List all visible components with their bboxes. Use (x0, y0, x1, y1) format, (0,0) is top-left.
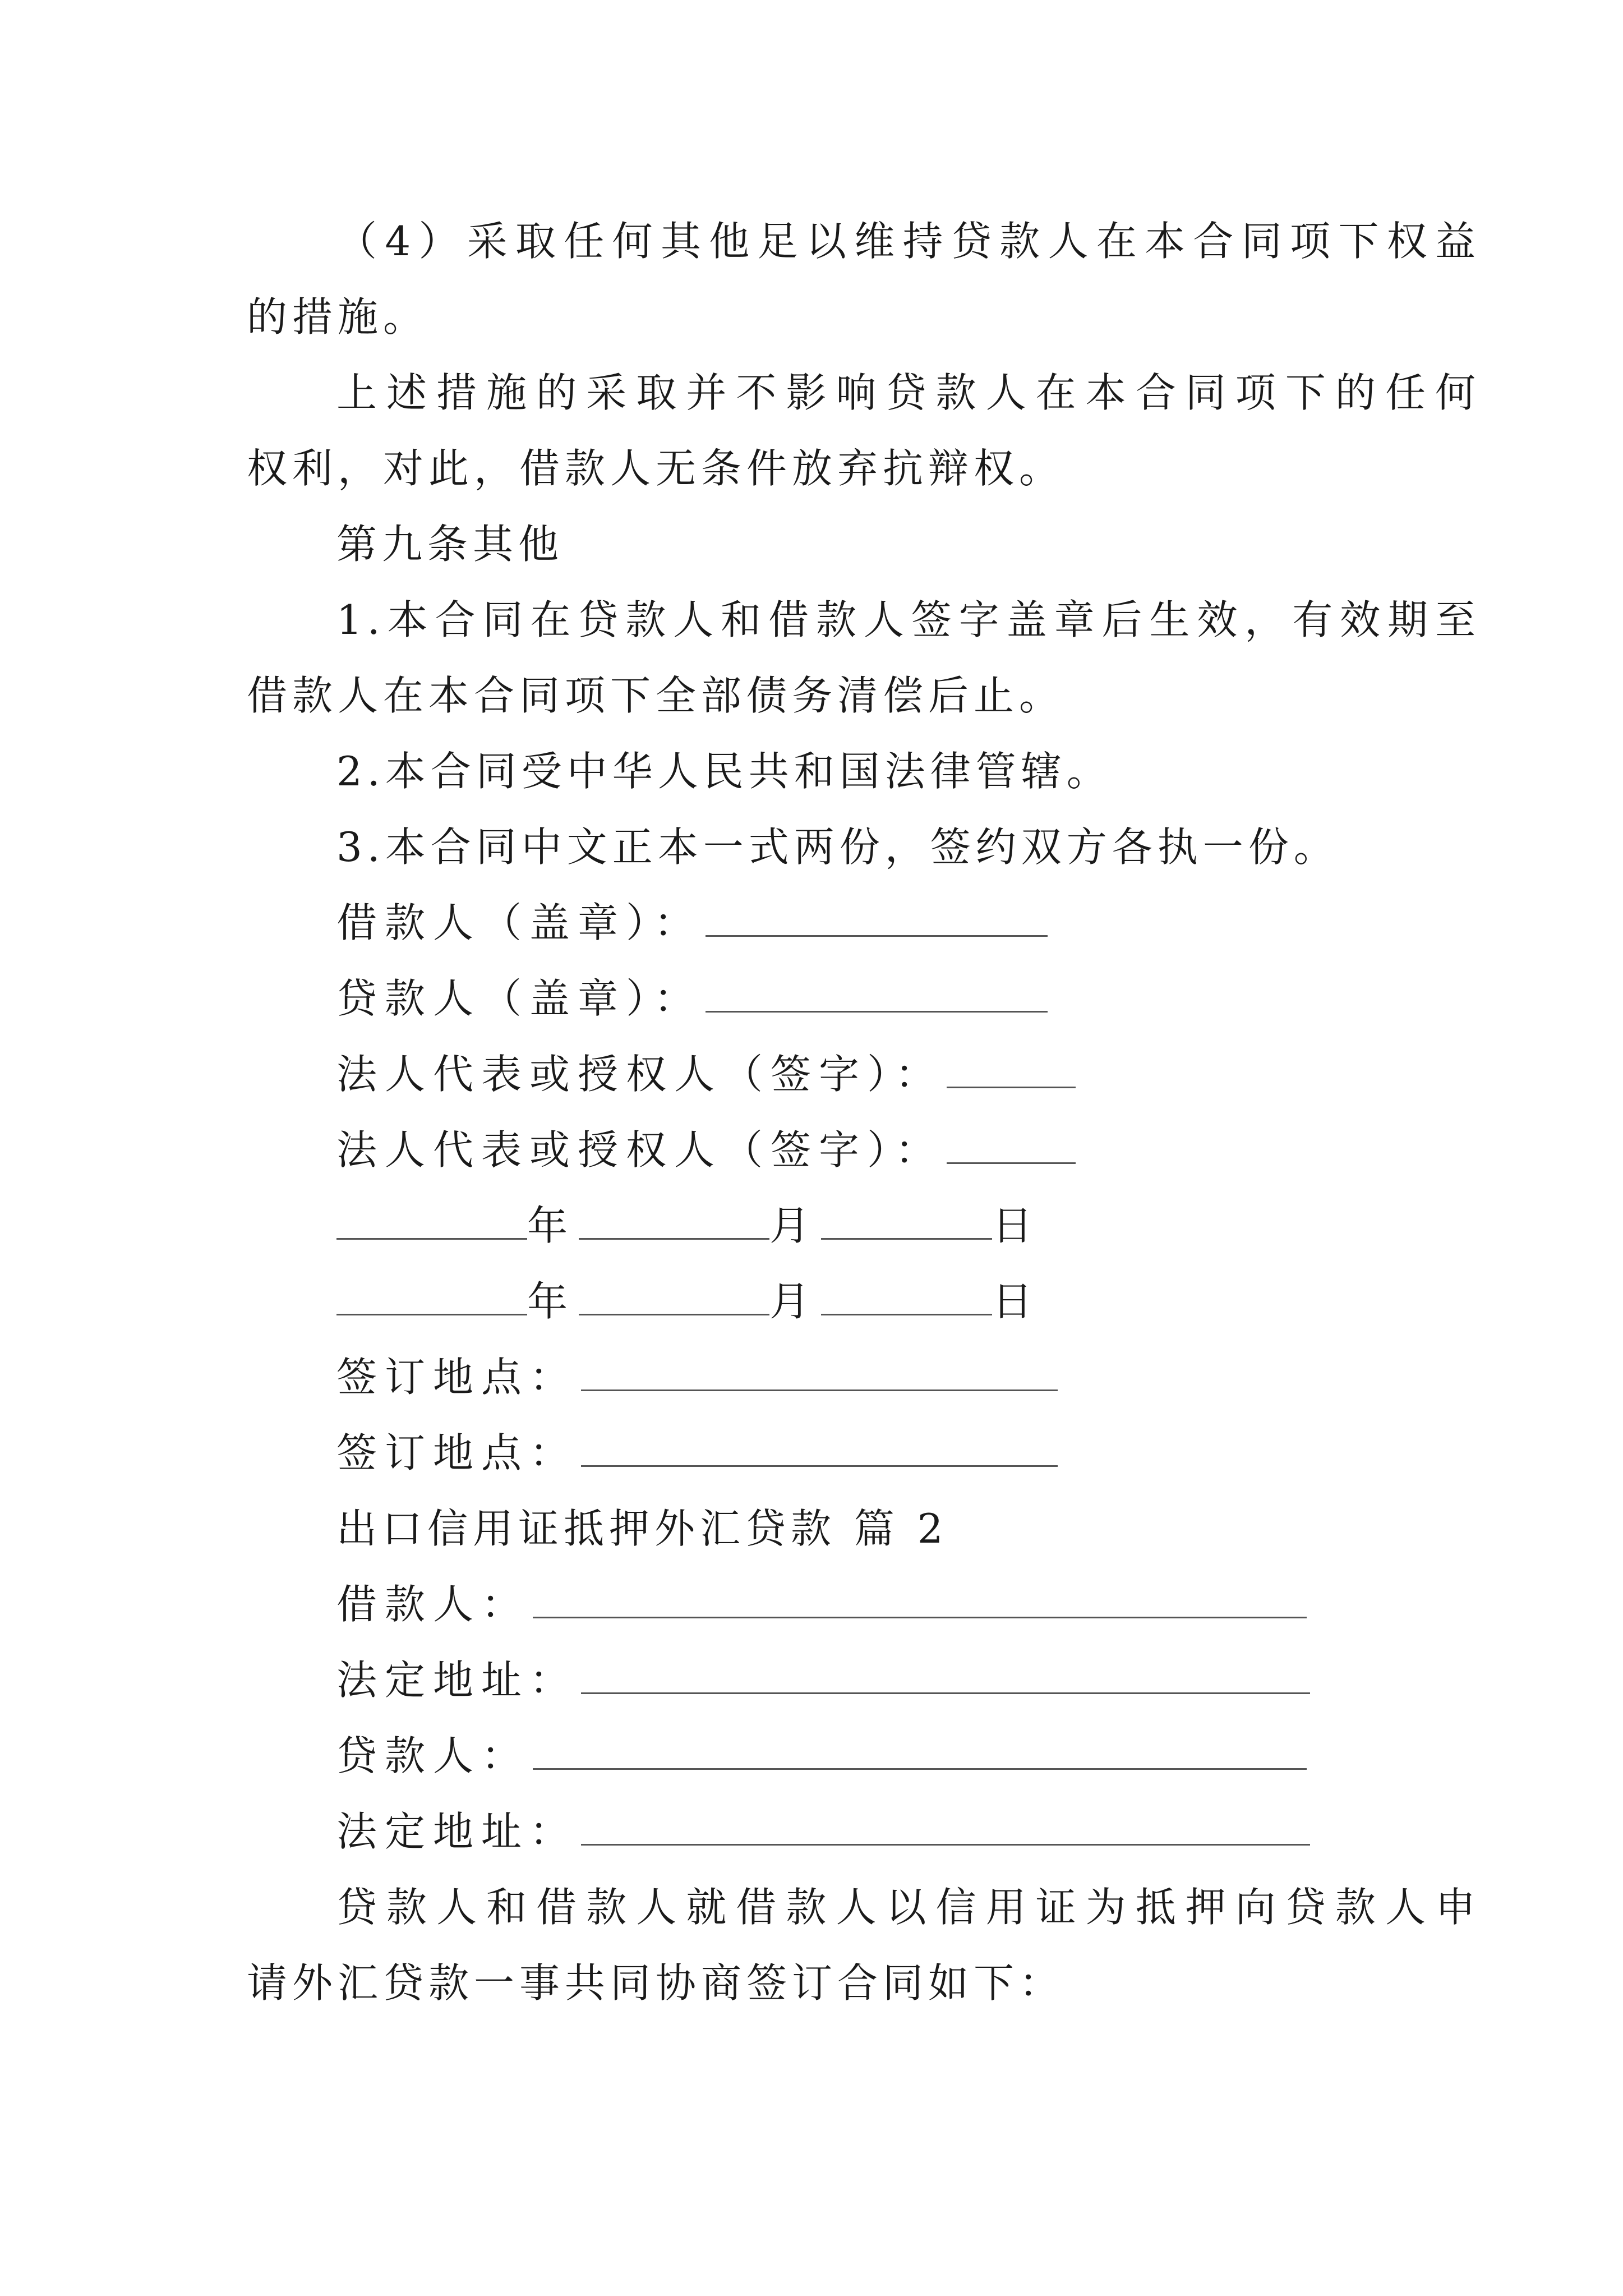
paragraph-line: 的措施。 (247, 293, 429, 341)
month-label: 月 (769, 1278, 818, 1325)
borrower-seal-blank[interactable] (706, 900, 1048, 937)
month-label: 月 (769, 1202, 818, 1249)
borrower-address-label: 法定地址： (336, 1657, 578, 1704)
paragraph-line: 借款人在本合同项下全部债务清偿后止。 (247, 672, 1065, 719)
lender-blank[interactable] (533, 1733, 1307, 1770)
lender-seal-row (336, 970, 1481, 1027)
lender-address-row (336, 1803, 1481, 1860)
day-blank[interactable] (821, 1279, 992, 1315)
paragraph-line: 请外汇贷款一事共同协商签订合同如下： (247, 1959, 1065, 2007)
legal-rep-blank[interactable] (947, 1052, 1076, 1088)
signing-place-blank[interactable] (581, 1355, 1058, 1391)
day-label: 日 (992, 1202, 1041, 1249)
day-blank[interactable] (821, 1203, 992, 1240)
legal-rep-row (336, 1046, 1481, 1102)
day-label: 日 (992, 1278, 1041, 1325)
date-row (336, 1198, 1481, 1254)
borrower-seal-label: 借款人（盖章）： (336, 899, 703, 946)
signing-place-label: 签订地点： (336, 1354, 578, 1401)
article-heading: 第九条其他 (336, 521, 564, 568)
legal-rep-row (336, 1122, 1481, 1178)
date-row (336, 1273, 1481, 1329)
signing-place-row (336, 1425, 1481, 1481)
lender-seal-blank[interactable] (706, 976, 1048, 1013)
month-blank[interactable] (579, 1279, 769, 1315)
paragraph-line: （4）采取任何其他足以维持贷款人在本合同项下权益 (336, 218, 1481, 265)
year-blank[interactable] (336, 1279, 527, 1315)
borrower-address-blank[interactable] (581, 1658, 1310, 1694)
lender-address-label: 法定地址： (336, 1808, 578, 1855)
paragraph-line: 上述措施的采取并不影响贷款人在本合同项下的任何 (336, 369, 1481, 416)
borrower-blank[interactable] (533, 1582, 1307, 1618)
lender-address-blank[interactable] (581, 1809, 1310, 1846)
year-label: 年 (527, 1202, 576, 1249)
paragraph-line: 权利，对此，借款人无条件放弃抗辩权。 (247, 445, 1065, 492)
paragraph-line: 3.本合同中文正本一式两份，签约双方各执一份。 (336, 823, 1339, 871)
year-blank[interactable] (336, 1203, 527, 1240)
month-blank[interactable] (579, 1203, 769, 1240)
lender-label: 贷款人： (336, 1732, 530, 1779)
borrower-label: 借款人： (336, 1581, 530, 1628)
legal-rep-label: 法人代表或授权人（签字）： (336, 1126, 944, 1174)
legal-rep-label: 法人代表或授权人（签字）： (336, 1051, 944, 1098)
legal-rep-blank[interactable] (947, 1128, 1076, 1164)
paragraph-line: 贷款人和借款人就借款人以信用证为抵押向贷款人申 (336, 1884, 1481, 1931)
paragraph-line: 1.本合同在贷款人和借款人签字盖章后生效，有效期至 (336, 596, 1481, 643)
borrower-row (336, 1576, 1481, 1632)
signing-place-row (336, 1349, 1481, 1405)
signing-place-blank[interactable] (581, 1430, 1058, 1467)
lender-row (336, 1728, 1481, 1784)
signing-place-label: 签订地点： (336, 1429, 578, 1476)
borrower-seal-row (336, 895, 1481, 951)
year-label: 年 (527, 1278, 576, 1325)
lender-seal-label: 贷款人（盖章）： (336, 975, 703, 1022)
borrower-address-row (336, 1652, 1481, 1708)
paragraph-line: 2.本合同受中华人民共和国法律管辖。 (336, 748, 1112, 795)
section-title: 出口信用证抵押外汇贷款 篇 2 (336, 1505, 948, 1552)
